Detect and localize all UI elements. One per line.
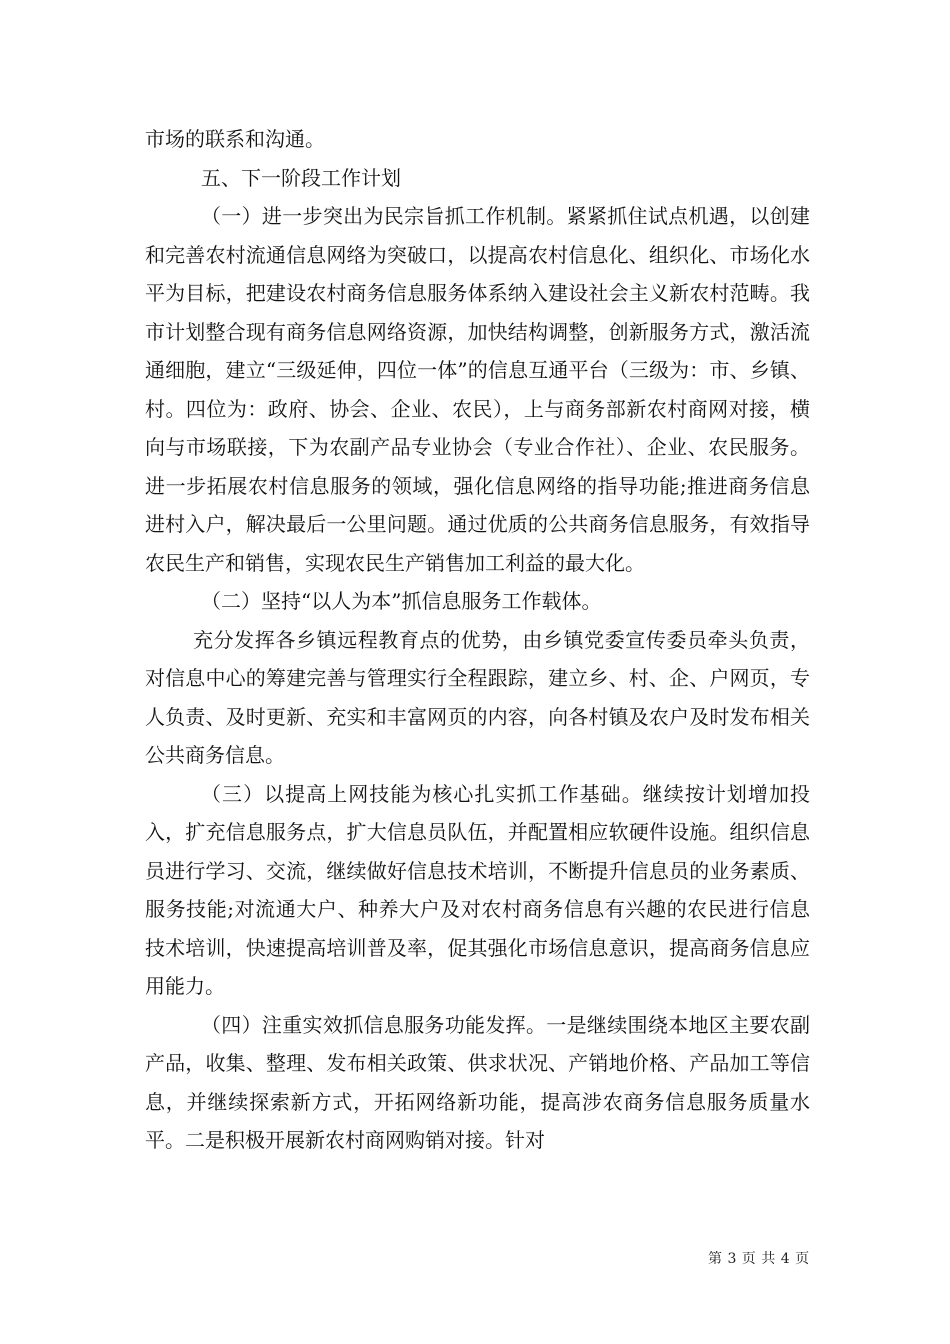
- section-heading: 五、下一阶段工作计划: [201, 165, 401, 190]
- paragraph-item-2-body: 充分发挥各乡镇远程教育点的优势，由乡镇党委宣传委员牵头负责，对信息中心的筹建完善与管理实行全程跟踪，建立乡、村、企、户网页，专人负责、及时更新、充实和丰富网页的内容，向各村镇及农户及时发布相关公共商务信息。: [145, 627, 810, 767]
- document-body: [145, 120, 810, 1160]
- page-number-footer: 第 3 页 共 4 页: [708, 1251, 810, 1267]
- paragraph-continuation: 市场的联系和沟通。: [145, 127, 325, 151]
- paragraph-item-4: （四）注重实效抓信息服务功能发挥。一是继续围绕本地区主要农副产品，收集、整理、发布相关政策、供求状况、产销地价格、产品加工等信息，并继续探索新方式，开拓网络新功能，提高涉农商务信息服务质量水平。二是积极开展新农村商网购销对接。针对: [145, 1012, 810, 1152]
- paragraph-item-3: （三）以提高上网技能为核心扎实抓工作基础。继续按计划增加投入，扩充信息服务点，扩大信息员队伍，并配置相应软硬件设施。组织信息员进行学习、交流，继续做好信息技术培训，不断提升信息员的业务素质、服务技能;对流通大户、种养大户及对农村商务信息有兴趣的农民进行信息技术培训，快速提高培训普及率，促其强化市场信息意识，提高商务信息应用能力。: [145, 781, 810, 998]
- paragraph-item-1: （一）进一步突出为民宗旨抓工作机制。紧紧抓住试点机遇，以创建和完善农村流通信息网络为突破口，以提高农村信息化、组织化、市场化水平为目标，把建设农村商务信息服务体系纳入建设社会主义新农村范畴。我市计划整合现有商务信息网络资源，加快结构调整，创新服务方式，激活流通细胞，建立“三级延伸，四位一体”的信息互通平台（三级为：市、乡镇、村。四位为：政府、协会、企业、农民），上与商务部新农村商网对接，横向与市场联接，下为农副产品专业协会（专业合作社）、企业、农民服务。进一步拓展农村信息服务的领域，强化信息网络的指导功能;推进商务信息进村入户，解决最后一公里问题。通过优质的公共商务信息服务，有效指导农民生产和销售，实现农民生产销售加工利益的最大化。: [145, 204, 810, 575]
- paragraph-item-2-heading: （二）坚持“以人为本”抓信息服务工作载体。: [201, 589, 602, 613]
